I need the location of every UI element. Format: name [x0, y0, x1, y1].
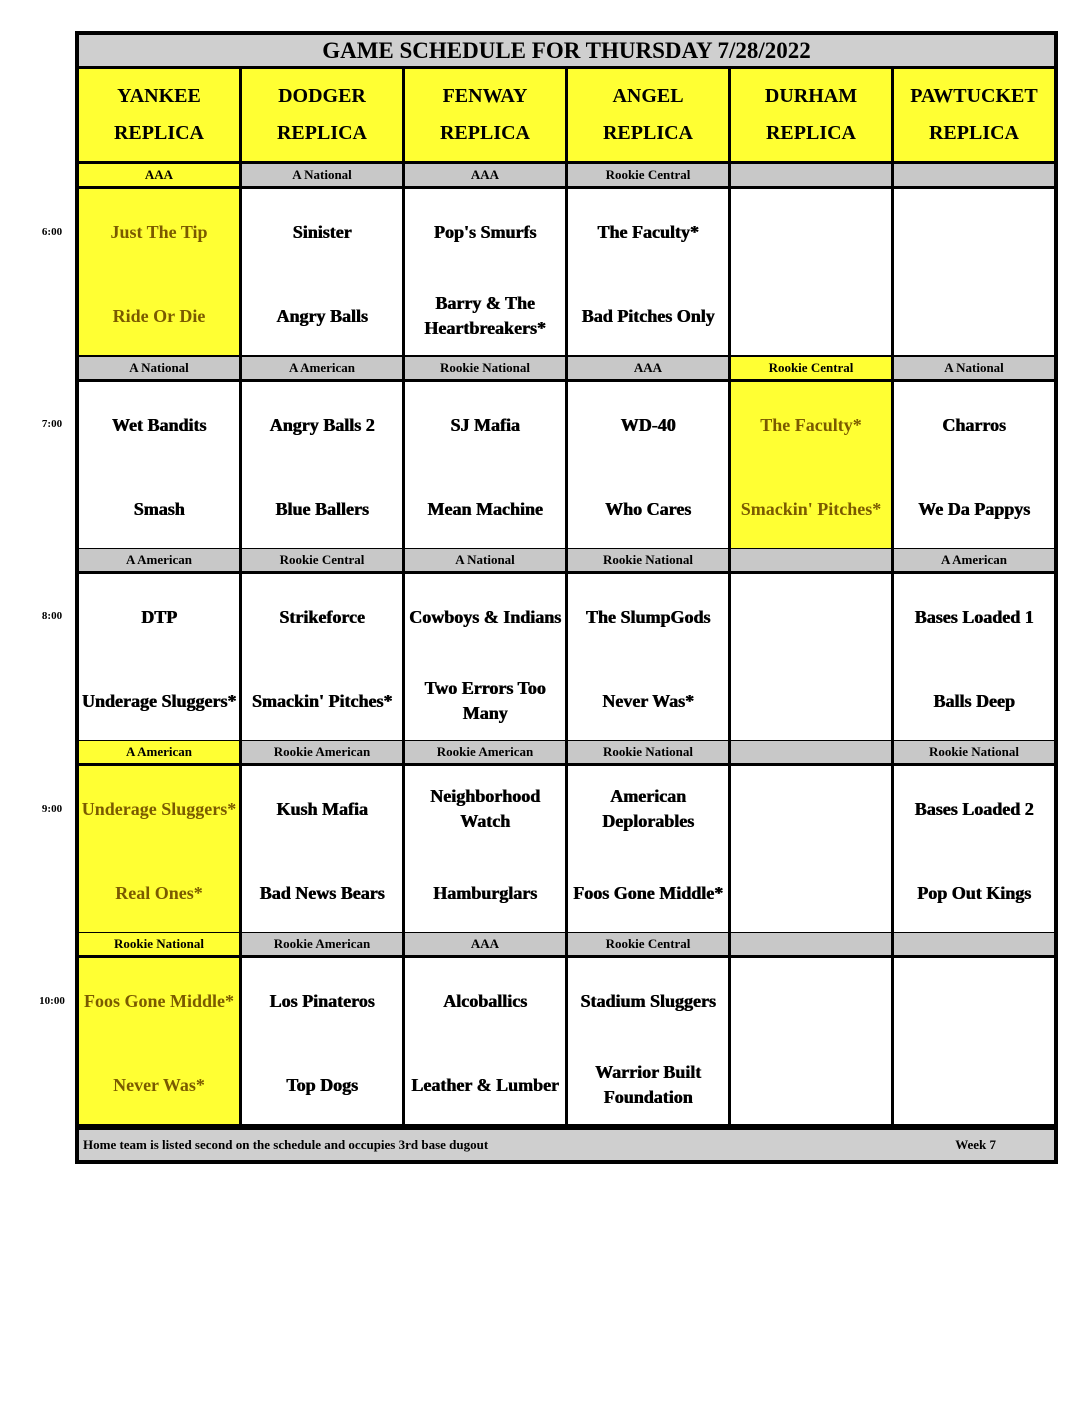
home-team: Real Ones*	[115, 882, 203, 903]
home-team: Angry Balls	[276, 305, 368, 326]
division-label: A American	[894, 549, 1054, 571]
away-team: Angry Balls 2	[269, 414, 375, 435]
home-team: We Da Pappys	[917, 498, 1031, 519]
game-cell	[79, 382, 239, 548]
away-team: Charros	[942, 414, 1006, 435]
home-team	[731, 1059, 891, 1111]
field-subtitle: REPLICA	[113, 122, 204, 144]
game-cell	[731, 189, 891, 355]
field-name: FENWAY	[442, 85, 528, 107]
home-team: Never Was*	[602, 690, 694, 711]
away-team: Kush Mafia	[276, 798, 368, 819]
home-team: Bad News Bears	[259, 882, 385, 903]
away-team: Wet Bandits	[111, 414, 207, 435]
away-team: Bases Loaded 2	[914, 798, 1034, 819]
home-team: Smackin' Pitches*	[740, 498, 882, 519]
division-label: AAA	[405, 164, 565, 186]
field-name: DURHAM	[764, 85, 858, 107]
home-team: Mean Machine	[427, 498, 543, 519]
game-cell	[405, 958, 565, 1124]
division-label: Rookie National	[405, 357, 565, 379]
time-label: 7:00	[41, 418, 63, 430]
game-cell	[894, 574, 1054, 740]
division-label: Rookie American	[242, 741, 402, 763]
away-team: Just The Tip	[110, 221, 208, 242]
game-cell	[731, 958, 891, 1124]
home-team: Hamburglars	[432, 882, 537, 903]
game-cell	[242, 189, 402, 355]
division-label: AAA	[79, 164, 239, 186]
home-team: Pop Out Kings	[916, 882, 1032, 903]
field-name: DODGER	[278, 85, 366, 107]
away-team	[731, 783, 891, 835]
footer-note: Home team is listed second on the schedule and occupies 3rd base dugout	[83, 1137, 489, 1152]
away-team: Neighborhood Watch	[429, 786, 541, 831]
field-header-angel	[568, 69, 728, 161]
field-subtitle: REPLICA	[276, 122, 367, 144]
division-label: Rookie American	[405, 741, 565, 763]
game-cell	[405, 574, 565, 740]
division-label: Rookie National	[894, 741, 1054, 763]
time-label: 9:00	[41, 803, 63, 815]
game-cell	[79, 766, 239, 932]
game-cell	[894, 382, 1054, 548]
division-label: Rookie National	[568, 549, 728, 571]
home-team: Smash	[133, 498, 185, 519]
division-label: A National	[79, 357, 239, 379]
division-label: Rookie American	[242, 933, 402, 955]
field-header-dodger	[242, 69, 402, 161]
field-subtitle: REPLICA	[765, 122, 856, 144]
home-team	[731, 675, 891, 727]
home-team: Leather & Lumber	[411, 1074, 559, 1095]
away-team: Bases Loaded 1	[914, 606, 1034, 627]
schedule-title: GAME SCHEDULE FOR THURSDAY 7/28/2022	[79, 35, 1054, 66]
away-team	[894, 206, 1054, 258]
division-label	[731, 549, 891, 571]
away-team	[731, 975, 891, 1027]
field-header-yankee	[79, 69, 239, 161]
game-cell	[405, 766, 565, 932]
away-team: Cowboys & Indians	[408, 606, 562, 627]
home-team: Who Cares	[604, 498, 692, 519]
game-cell	[894, 958, 1054, 1124]
away-team: WD-40	[620, 414, 676, 435]
division-label: Rookie Central	[568, 164, 728, 186]
division-label: A National	[894, 357, 1054, 379]
home-team: Ride Or Die	[112, 305, 206, 326]
away-team: Stadium Sluggers	[580, 990, 716, 1011]
away-team: American Deplorables	[602, 786, 694, 831]
division-label: Rookie National	[568, 741, 728, 763]
game-cell	[242, 382, 402, 548]
game-cell	[731, 766, 891, 932]
field-header-durham	[731, 69, 891, 161]
division-label	[894, 933, 1054, 955]
field-name: PAWTUCKET	[910, 85, 1038, 107]
division-label: AAA	[568, 357, 728, 379]
away-team: SJ Mafia	[450, 414, 520, 435]
field-name: ANGEL	[612, 85, 684, 107]
footer-week: Week 7	[955, 1137, 996, 1152]
home-team: Bad Pitches Only	[581, 305, 715, 326]
home-team	[894, 290, 1054, 342]
away-team: Underage Sluggers*	[81, 798, 237, 819]
schedule-footer	[79, 1130, 1054, 1160]
away-team: Pop's Smurfs	[433, 221, 537, 242]
game-cell	[568, 958, 728, 1124]
game-cell	[79, 958, 239, 1124]
away-team: The Faculty*	[760, 414, 862, 435]
schedule-table	[75, 31, 1058, 1164]
division-label	[731, 741, 891, 763]
home-team	[894, 1059, 1054, 1111]
division-label: AAA	[405, 933, 565, 955]
division-label	[731, 933, 891, 955]
field-subtitle: REPLICA	[602, 122, 693, 144]
away-team: The SlumpGods	[585, 606, 711, 627]
home-team: Smackin' Pitches*	[251, 690, 393, 711]
away-team: The Faculty*	[597, 221, 699, 242]
home-team: Underage Sluggers*	[81, 690, 237, 711]
away-team	[894, 975, 1054, 1027]
field-subtitle: REPLICA	[928, 122, 1019, 144]
game-cell	[568, 189, 728, 355]
field-header-pawtucket	[894, 69, 1054, 161]
away-team: Strikeforce	[279, 606, 365, 627]
away-team: Alcoballics	[443, 990, 527, 1011]
away-team: Foos Gone Middle*	[83, 990, 234, 1011]
home-team: Blue Ballers	[275, 498, 369, 519]
division-label: Rookie Central	[731, 357, 891, 379]
division-label: Rookie Central	[242, 549, 402, 571]
game-cell	[242, 766, 402, 932]
time-label: 8:00	[41, 610, 63, 622]
game-cell	[894, 766, 1054, 932]
division-label	[894, 164, 1054, 186]
division-label: A National	[405, 549, 565, 571]
game-cell	[568, 766, 728, 932]
game-cell	[568, 382, 728, 548]
home-team: Top Dogs	[286, 1074, 358, 1095]
division-label	[731, 164, 891, 186]
division-label: Rookie Central	[568, 933, 728, 955]
away-team: Los Pinateros	[269, 990, 375, 1011]
away-team: Sinister	[292, 221, 352, 242]
division-label: Rookie National	[79, 933, 239, 955]
home-team	[731, 867, 891, 919]
home-team	[731, 290, 891, 342]
division-label: A American	[79, 549, 239, 571]
game-cell	[731, 382, 891, 548]
home-team: Barry & The Heartbreakers*	[424, 293, 546, 338]
game-cell	[79, 574, 239, 740]
home-team: Never Was*	[113, 1074, 205, 1095]
division-label: A American	[79, 741, 239, 763]
game-cell	[568, 574, 728, 740]
away-team	[731, 206, 891, 258]
game-cell	[731, 574, 891, 740]
game-cell	[894, 189, 1054, 355]
field-name: YANKEE	[117, 85, 201, 107]
field-subtitle: REPLICA	[439, 122, 530, 144]
field-header-fenway	[405, 69, 565, 161]
game-cell	[242, 958, 402, 1124]
division-label: A American	[242, 357, 402, 379]
home-team: Two Errors Too Many	[424, 678, 546, 723]
home-team: Balls Deep	[933, 690, 1015, 711]
home-team: Foos Gone Middle*	[572, 882, 723, 903]
time-label: 6:00	[41, 226, 63, 238]
time-label: 10:00	[39, 995, 65, 1007]
game-cell	[242, 574, 402, 740]
home-team: Warrior Built Foundation	[594, 1062, 702, 1107]
away-team	[731, 591, 891, 643]
away-team: DTP	[141, 606, 177, 627]
division-label: A National	[242, 164, 402, 186]
game-cell	[405, 382, 565, 548]
game-cell	[79, 189, 239, 355]
game-cell	[405, 189, 565, 355]
